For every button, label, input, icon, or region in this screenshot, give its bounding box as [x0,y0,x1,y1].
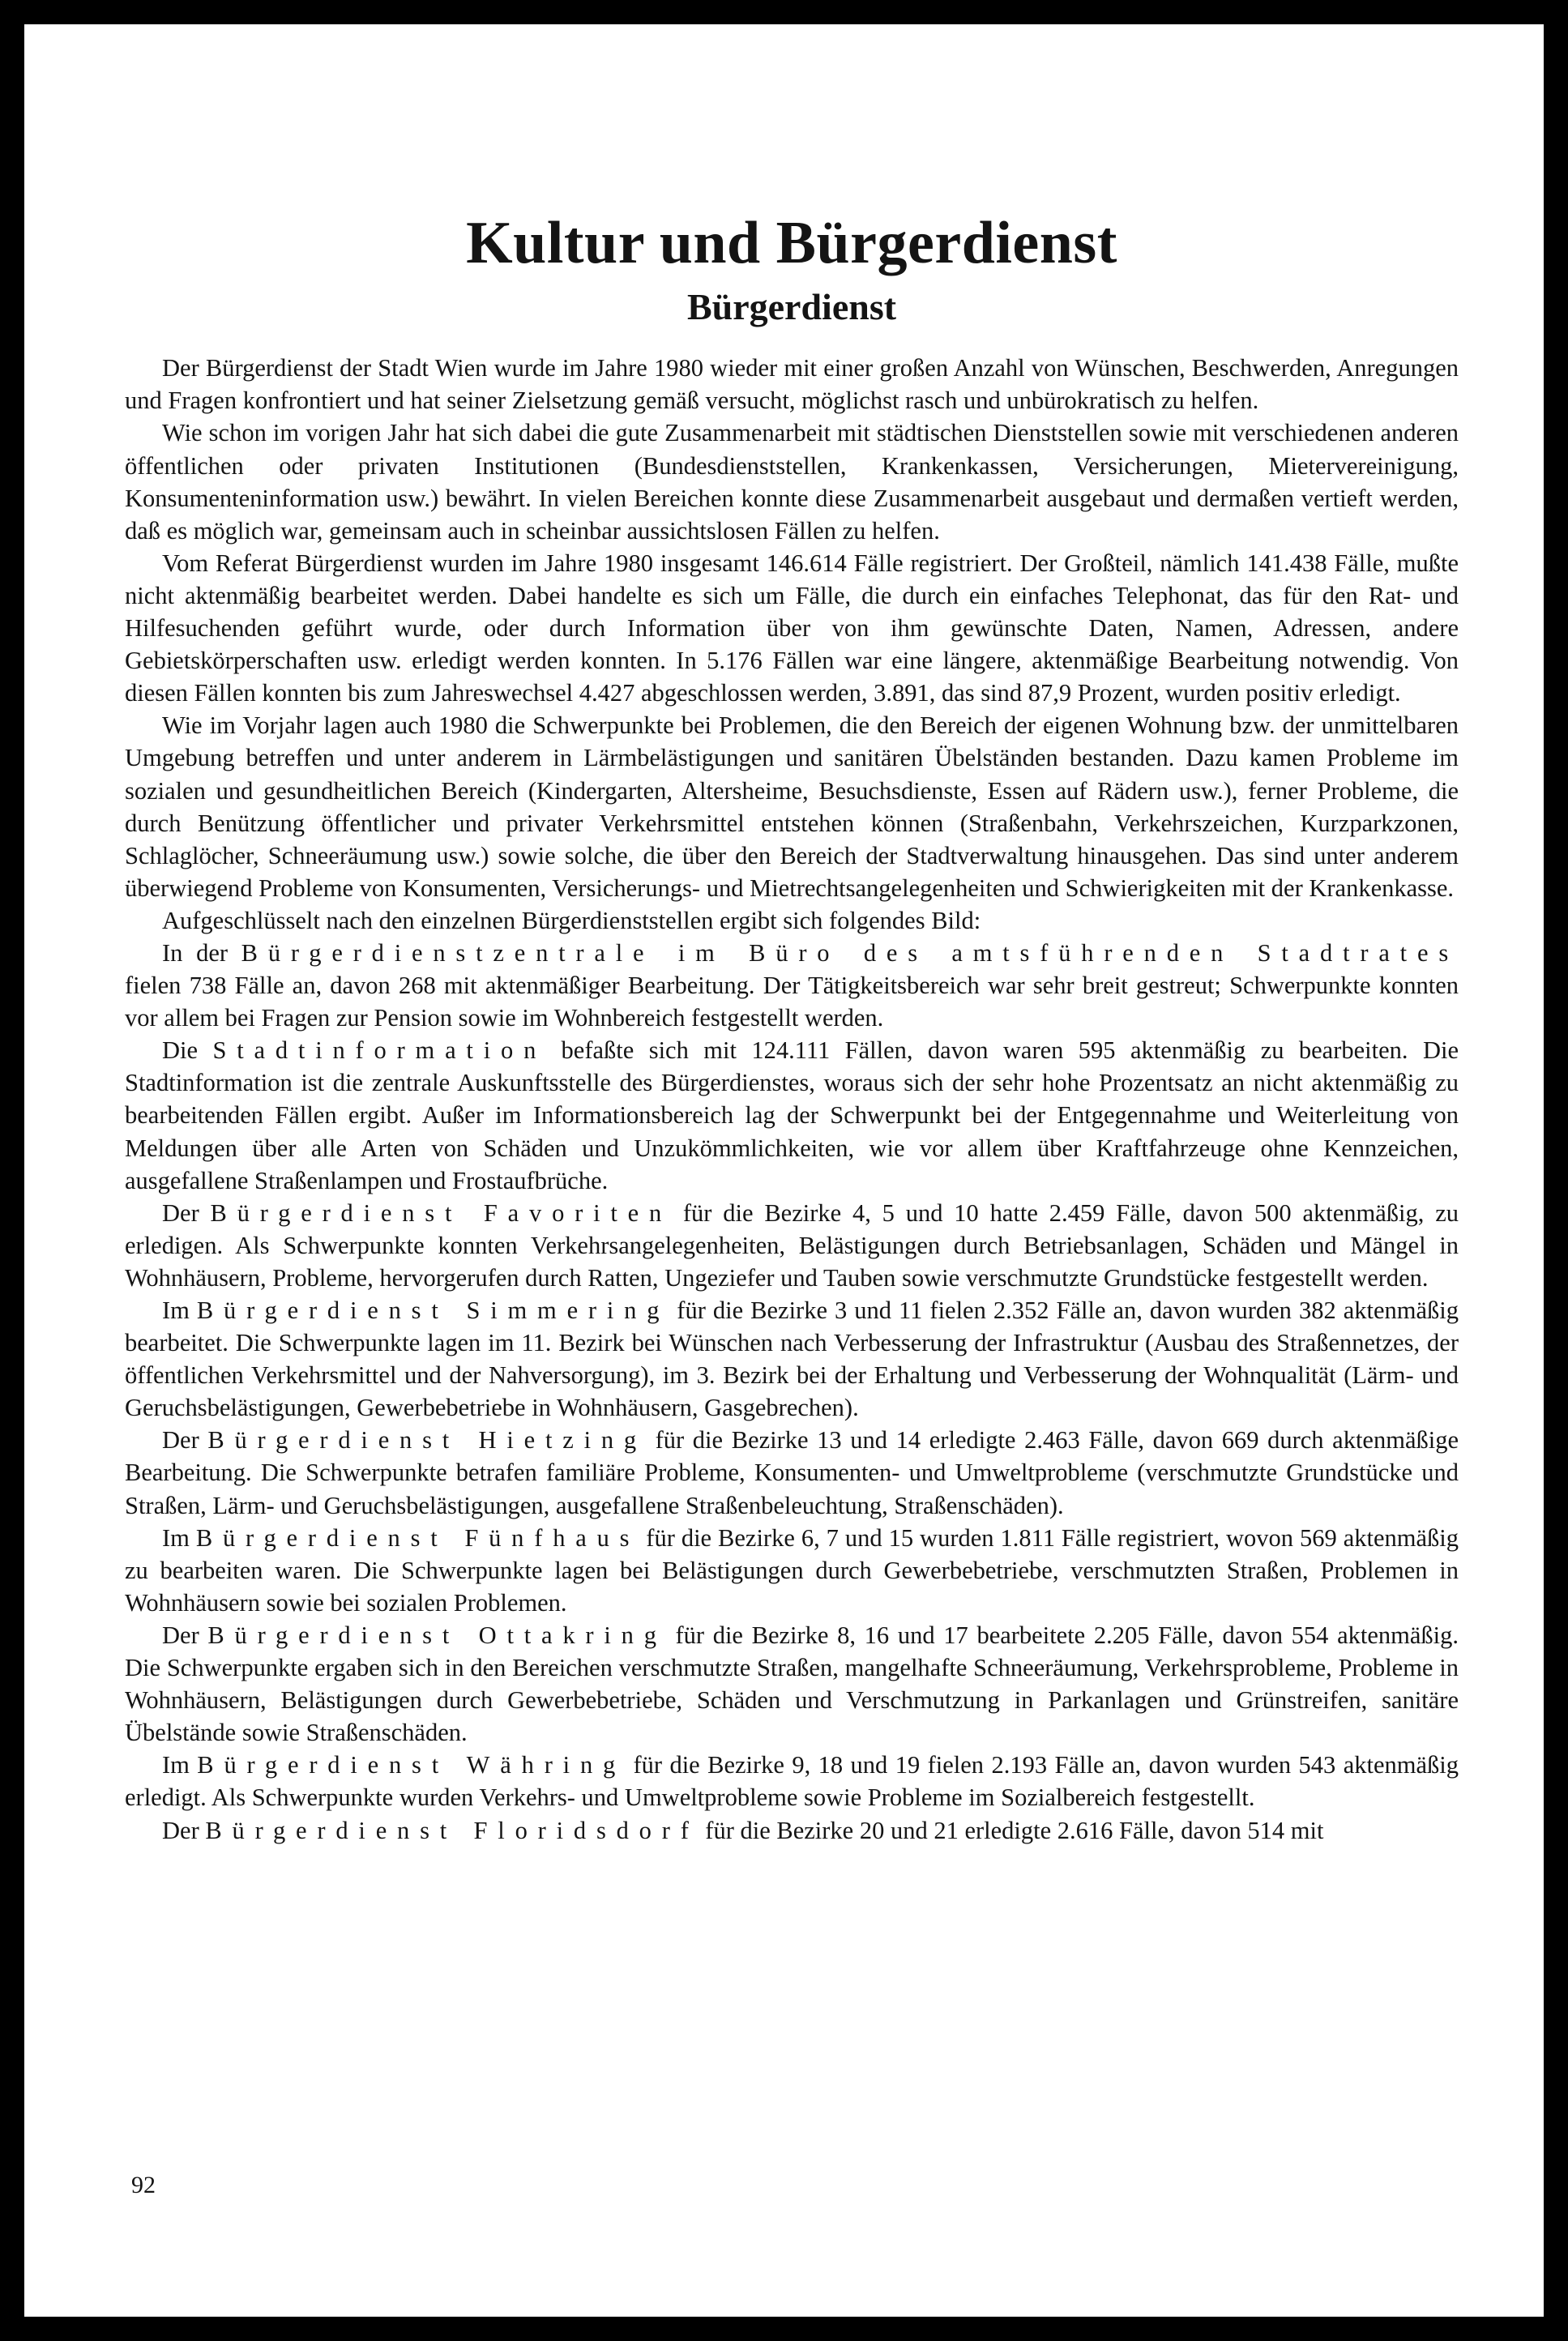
section-title: Bürgerdienst [686,285,897,327]
paragraph-body: für die Bezirke 20 und 21 erledigte 2.616 Fälle, davon 514 mit [699,1816,1324,1844]
page-number: 92 [131,2172,156,2198]
spaced-office-name: Bürgerdienst Simmering [196,1297,670,1324]
paragraph [125,1034,1459,1196]
paragraph-body: für die Bezirke 6, 7 und 15 wurden 1.811 Fälle registriert, wovon 569 aktenmäßig zu bearbeiten waren. Die Schwerpunkte lagen bei Belästigungen durch Gewerbebetriebe, verschmutzten Straßen, Problemen in Wohnhäusern sowie bei sozialen Problemen. [125,1523,1459,1617]
paragraph-lead: Der [162,1198,211,1227]
spaced-office-name: Bürgerdienstzentrale im Büro des amtsführenden Stadtrates [241,938,1459,967]
paragraph [125,1522,1459,1619]
paragraph-lead: Im [162,1297,197,1324]
paragraph-lead: Der [162,1816,206,1844]
paragraph-body: fielen 738 Fälle an, davon 268 mit aktenmäßiger Bearbeitung. Der Tätigkeitsbereich war sehr breit gestreut; Schwerpunkte konnten vor allem bei Fragen zur Pension sowie im Wohnbereich festgestellt werden. [125,972,1459,1032]
paragraph-body: für die Bezirke 3 und 11 fielen 2.352 Fälle an, davon wurden 382 aktenmäßig bearbeitet. Die Schwerpunkte lagen im 11. Bezirk bei Wünschen nach Verbesserung der Infrastruktur (Ausbau des Straßennetzes, der öffentlichen Verkehrsmittel und der Nahversorgung), im 3. Bezirk bei der Erhaltung und Verbesserung der Wohnqualität (Lärm- und Geruchsbelästigungen, Gewerbebetriebe in Wohnhäusern, Gasgebrechen). [125,1297,1459,1422]
paragraph-lead: Im [162,1751,198,1779]
paragraph-body: befaßte sich mit 124.111 Fällen, davon waren 595 aktenmäßig zu bearbeiten. Die Stadtinformation ist die zentrale Auskunftsstelle des Bürgerdienstes, woraus sich der sehr hohe Prozentsatz an nicht aktenmäßig zu bearbeitenden Fällen ergibt. Außer im Informationsbereich lag der Schwerpunkt bei der Entgegennahme und Weiterleitung von Meldungen über alle Arten von Schäden und Unzukömmlichkeiten, wie vor allem über Kraftfahrzeuge ohne Kennzeichen, ausgefallene Straßenlampen und Frostaufbrüche. [125,1036,1459,1194]
paragraph-lead: Der [162,1426,208,1455]
spaced-office-name: Bürgerdienst Fünfhaus [195,1523,640,1552]
paragraph [125,937,1459,1034]
paragraph [125,1197,1459,1294]
paragraph-lead: Im [162,1523,196,1552]
paragraph: Aufgeschlüsselt nach den einzelnen Bürgerdienststellen ergibt sich folgendes Bild: [162,906,981,934]
paragraph [125,1814,1459,1847]
spaced-office-name: Bürgerdienst Favoriten [210,1198,673,1227]
document-page [24,24,1544,2317]
paragraph-body: für die Bezirke 8, 16 und 17 bearbeitete 2.205 Fälle, davon 554 aktenmäßig. Die Schwerpunkte ergaben sich in den Bereichen verschmutzte Straßen, mangelhafte Schneeräumung, Verkehrsprobleme, Probleme in Wohnhäusern, Belästigungen durch Gewerbebetriebe, Schäden und Verschmutzung in Parkanlagen und Grünstreifen, sanitäre Übelstände sowie Straßenschäden. [125,1621,1459,1747]
paragraph: Der Bürgerdienst der Stadt Wien wurde im Jahre 1980 wieder mit einer großen Anzahl von Wünschen, Beschwerden, Anregungen und Fragen konfrontiert und hat seiner Zielsetzung gemäß versucht, möglichst rasch und unbürokratisch zu helfen. [125,354,1459,415]
paragraph-body: für die Bezirke 13 und 14 erledigte 2.463 Fälle, davon 669 durch aktenmäßige Bearbeitung. Die Schwerpunkte betrafen familiäre Probleme, Konsumenten- und Umweltprobleme (verschmutzte Grundstücke und Straßen, Lärm- und Geruchsbelästigungen, ausgefallene Straßenbeleuchtung, Straßenschäden). [125,1426,1459,1519]
paragraph: Vom Referat Bürgerdienst wurden im Jahre 1980 insgesamt 146.614 Fälle registriert. Der Großteil, nämlich 141.438 Fälle, mußte nicht aktenmäßig bearbeitet werden. Dabei handelte es sich um Fälle, die durch ein einfaches Telephonat, das für den Rat- und Hilfesuchenden geführt wurde, oder durch Information über von ihm gewünschte Daten, Namen, Adressen, andere Gebietskörperschaften usw. erledigt werden konnten. In 5.176 Fällen war eine längere, aktenmäßige Bearbeitung notwendig. Von diesen Fällen konnten bis zum Jahreswechsel 4.427 abgeschlossen werden, 3.891, das sind 87,9 Prozent, wurden positiv erledigt. [125,549,1459,707]
body-text [125,352,1459,1846]
paragraph [125,1749,1459,1813]
paragraph [125,1424,1459,1521]
paragraph-lead: Die [162,1036,213,1065]
spaced-office-name: Bürgerdienst Floridsdorf [205,1816,699,1844]
page-content [125,212,1459,1847]
spaced-office-name: Bürgerdienst Währing [197,1751,626,1779]
paragraph-lead: In der [162,938,241,967]
paragraph: Wie im Vorjahr lagen auch 1980 die Schwerpunkte bei Problemen, die den Bereich der eigenen Wohnung bzw. der unmittelbaren Umgebung betreffen und unter anderem in Lärmbelästigungen und sanitären Übelständen bestanden. Dazu kamen Probleme im sozialen und gesundheitlichen Bereich (Kindergarten, Altersheime, Besuchsdienste, Essen auf Rädern usw.), ferner Probleme, die durch Benützung öffentlicher und privater Verkehrsmittel entstehen können (Straßenbahn, Verkehrszeichen, Kurzparkzonen, Schlaglöcher, Schneeräumung usw.) sowie solche, die über den Bereich der Stadtverwaltung hinausgehen. Das sind unter anderem überwiegend Probleme von Konsumenten, Versicherungs- und Mietrechtsangelegenheiten und Schwierigkeiten mit der Krankenkasse. [125,711,1459,902]
paragraph-body: für die Bezirke 9, 18 und 19 fielen 2.193 Fälle an, davon wurden 543 aktenmäßig erledigt. Als Schwerpunkte wurden Verkehrs- und Umweltprobleme sowie Probleme im Sozialbereich festgestellt. [125,1751,1459,1812]
spaced-office-name: Bürgerdienst Hietzing [207,1426,647,1455]
paragraph [125,1619,1459,1749]
page-title: Kultur und Bürgerdienst [466,210,1117,276]
spaced-office-name: Stadtinformation [212,1036,547,1065]
paragraph-lead: Der [162,1621,208,1649]
paragraph-body: für die Bezirke 4, 5 und 10 hatte 2.459 Fälle, davon 500 aktenmäßig, zu erledigen. Als Schwerpunkte konnten Verkehrsangelegenheiten, Belästigungen durch Betriebsanlagen, Schäden und Mängel in Wohnhäusern, Probleme, hervorgerufen durch Ratten, Ungeziefer und Tauben sowie verschmutzte Grundstücke festgestellt werden. [125,1198,1459,1292]
paragraph: Wie schon im vorigen Jahr hat sich dabei die gute Zusammenarbeit mit städtischen Dienststellen sowie mit verschiedenen anderen öffentlichen oder privaten Institutionen (Bundesdienststellen, Krankenkassen, Versicherungen, Mietervereinigung, Konsumenteninformation usw.) bewährt. In vielen Bereichen konnte diese Zusammenarbeit ausgebaut und dermaßen vertieft werden, daß es möglich war, gemeinsam auch in scheinbar aussichtslosen Fällen zu helfen. [125,419,1459,545]
paragraph [125,1294,1459,1424]
spaced-office-name: Bürgerdienst Ottakring [207,1621,667,1649]
